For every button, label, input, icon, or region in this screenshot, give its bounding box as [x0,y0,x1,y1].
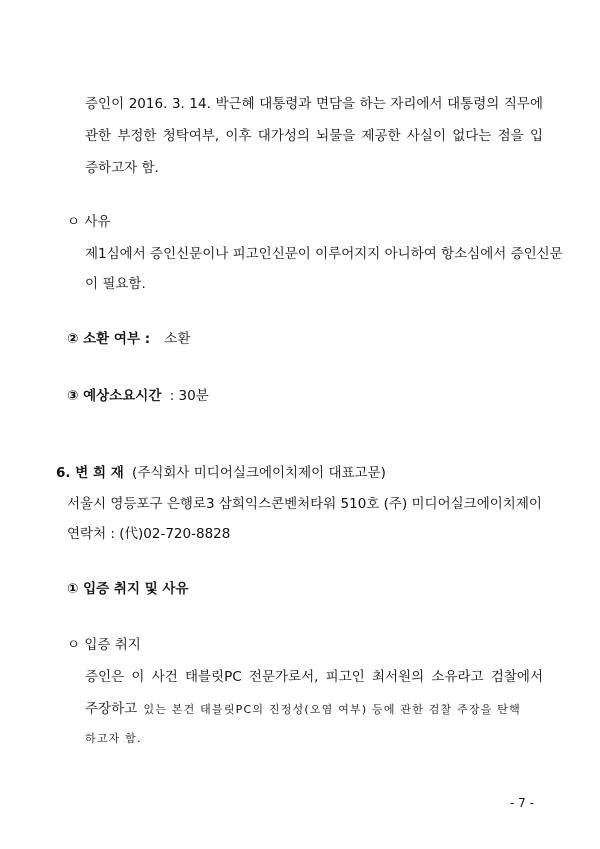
duration-value: : 30분 [169,388,209,404]
summons-row [67,330,190,348]
paragraph-line: 증인이 2016. 3. 14. 박근혜 대통령과 면담을 하는 자리에서 대통령의 직무에 [85,96,543,112]
paragraph-line: 이 필요함. [85,276,146,292]
summons-value: 소환 [164,331,191,347]
paragraph-line: 관한 부정한 청탁여부, 이후 대가성의 뇌물을 제공한 사실이 없다는 점을 입 [85,128,543,144]
paragraph-line [85,700,545,719]
duration-row [67,387,209,405]
summons-label: ② 소환 여부 : [67,331,151,347]
purpose-heading: ㅇ 입증 취지 [67,637,141,653]
paragraph-segment: 주장하고 [85,701,138,717]
section-purpose-title: ① 입증 취지 및 사유 [67,581,189,597]
witness-number-name: 6. 변 희 재 [56,465,124,481]
witness-heading [56,464,386,482]
paragraph-line: 증하고자 함. [85,160,159,176]
paragraph-line-small: 하고자 함. [85,732,142,745]
witness-title: (주식회사 미디어실크에이치제이 대표고문) [132,465,386,481]
paragraph-segment-small: 있는 본건 태블릿PC의 진정성(오염 여부) 등에 관한 검찰 주장을 탄핵 [143,703,521,716]
reason-heading: ㅇ 사유 [67,214,111,230]
witness-contact: 연락처 : (代)02-720-8828 [67,526,231,542]
page-number: - 7 - [510,796,534,810]
paragraph-line: 제1심에서 증인신문이나 피고인신문이 이루어지지 아니하여 항소심에서 증인신문 [85,246,563,262]
duration-label: ③ 예상소요시간 [67,388,162,404]
paragraph-line: 증인은 이 사건 태블릿PC 전문가로서, 피고인 최서원의 소유라고 검찰에서 [85,669,543,685]
witness-address: 서울시 영등포구 은행로3 삼희익스콘벤처타워 510호 (주) 미디어실크에이치제이 [67,496,542,512]
